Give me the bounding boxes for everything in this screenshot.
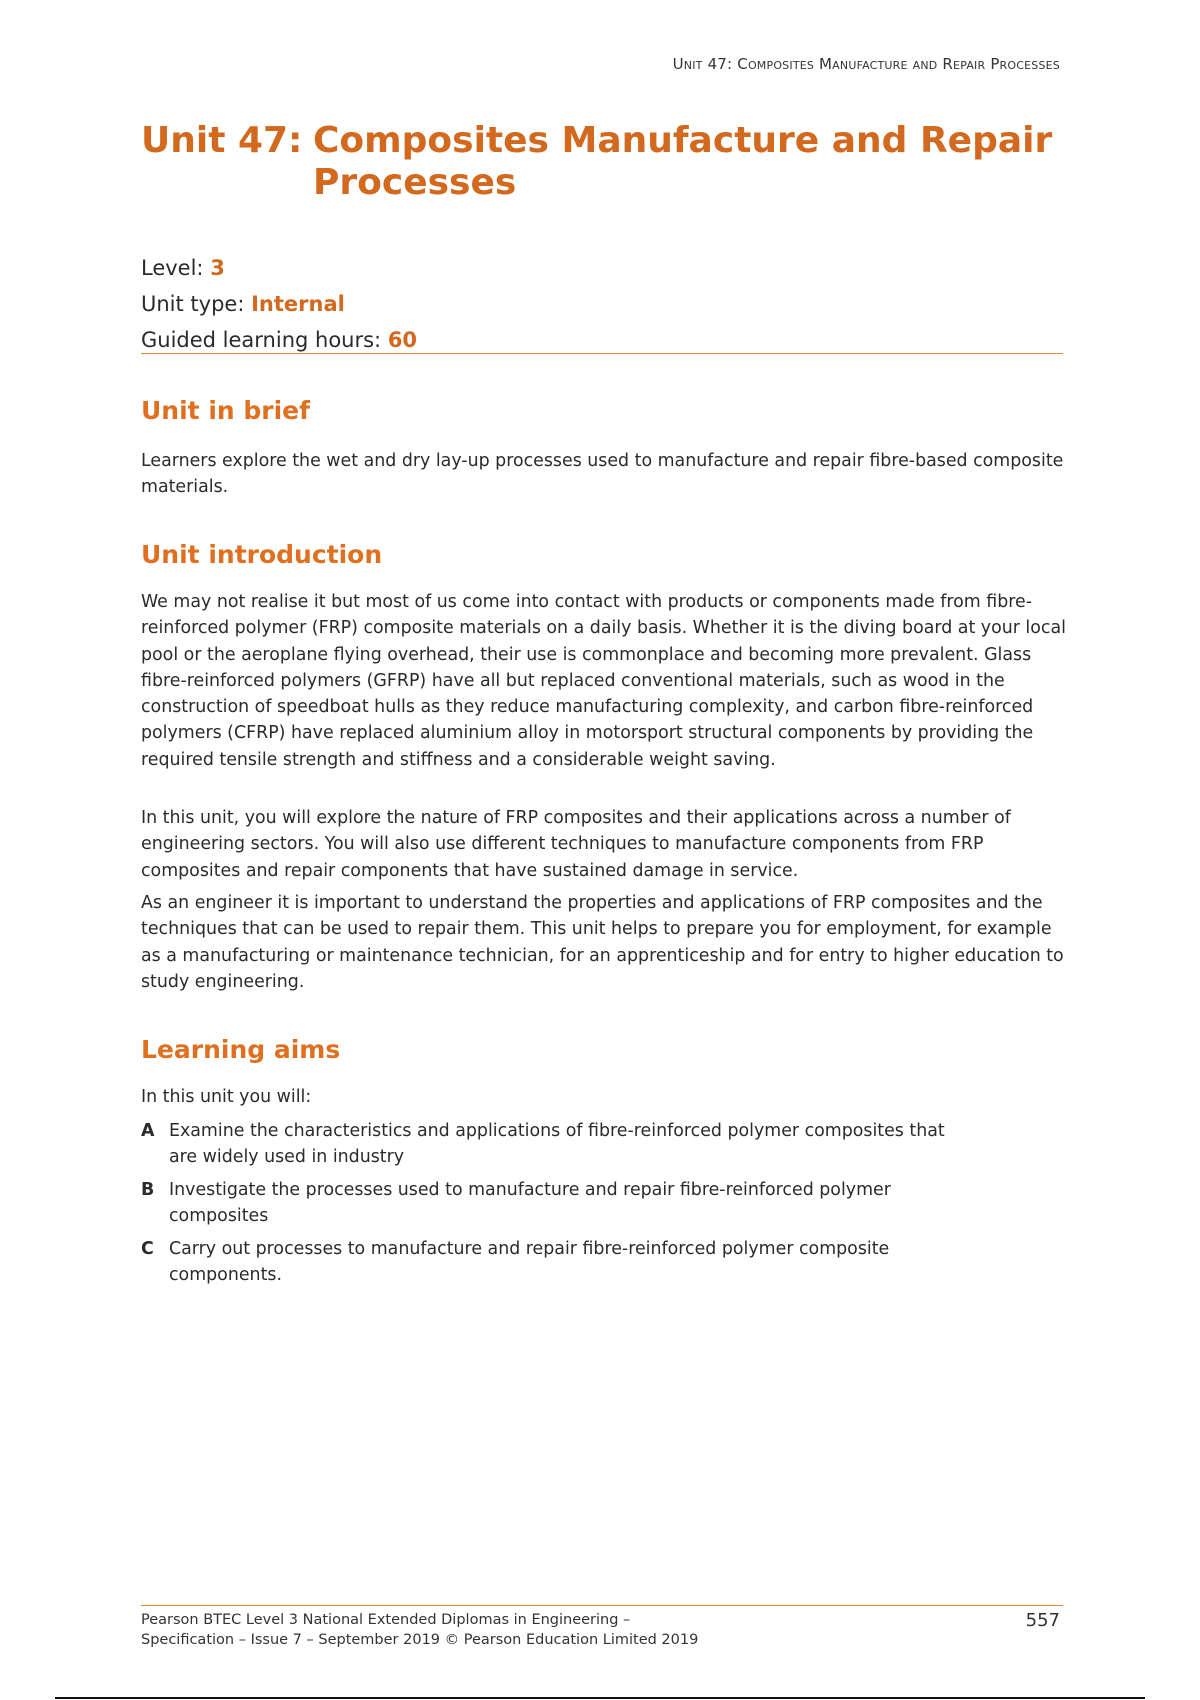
meta-level-label: Level: [141,256,211,280]
learning-aim-b [141,1177,961,1230]
meta-divider [141,353,1063,354]
footer [141,1610,698,1650]
intro-paragraph-2: In this unit, you will explore the nature of FRP composites and their applications across a number of engineering sectors. You will also use different techniques to manufacture components from FRP composites and repair components that have sustained damage in service. [141,808,1011,881]
meta-type [141,286,1061,322]
unit-introduction-heading: Unit introduction [141,540,383,569]
learning-aim-a [141,1118,961,1171]
unit-name: Composites Manufacture and Repair Processes [313,120,1053,203]
page-bottom-edge [55,1697,1145,1699]
aim-text: Examine the characteristics and applications of fibre-reinforced polymer composites that are widely used in industry [169,1121,945,1168]
meta-level-value: 3 [210,256,225,280]
page-number: 557 [1025,1610,1060,1631]
aim-text: Carry out processes to manufacture and repair fibre-reinforced polymer composite components. [169,1239,890,1286]
meta-level [141,250,1061,286]
footer-line-2: Specification – Issue 7 – September 2019 © Pearson Education Limited 2019 [141,1632,699,1648]
aim-text: Investigate the processes used to manufacture and repair fibre-reinforced polymer composites [169,1180,891,1227]
aim-letter: C [141,1239,154,1259]
aim-letter: B [141,1180,155,1200]
intro-paragraph-3: As an engineer it is important to understand the properties and applications of FRP composites and the techniques that can be used to repair them. This unit helps to prepare you for employment, for example as a manufacturing or maintenance technician, for an apprenticeship and for entry to higher education to study engineering. [141,893,1064,992]
meta-type-value: Internal [251,292,345,316]
unit-meta [141,250,1061,358]
unit-in-brief-heading: Unit in brief [141,396,311,425]
unit-in-brief-text: Learners explore the wet and dry lay-up processes used to manufacture and repair fibre-based composite materials. [141,451,1064,498]
intro-paragraph-1: We may not realise it but most of us come into contact with products or components made from fibre-reinforced polymer (FRP) composite materials on a daily basis. Whether it is the diving board at your local pool or the aeroplane flying overhead, their use is commonplace and becoming more prevalent. Glass fibre-reinforced polymers (GFRP) have all but replaced conventional materials, such as wood in the construction of speedboat hulls as they reduce manufacturing complexity, and carbon fibre-reinforced polymers (CFRP) have replaced aluminium alloy in motorsport structural components by providing the required tensile strength and stiffness and a considerable weight saving. [141,592,1066,770]
running-head: Unit 47: Composites Manufacture and Repair Processes [672,55,1060,73]
footer-line-1: Pearson BTEC Level 3 National Extended Diplomas in Engineering – [141,1612,631,1628]
page-title [141,120,1061,204]
learning-aims-intro: In this unit you will: [141,1087,312,1107]
aim-letter: A [141,1121,155,1141]
meta-hours-value: 60 [387,328,418,352]
meta-hours-label: Guided learning hours: [141,328,388,352]
learning-aim-c [141,1236,961,1289]
meta-type-label: Unit type: [141,292,252,316]
footer-divider [141,1605,1063,1606]
learning-aims-heading: Learning aims [141,1035,341,1064]
unit-number: Unit 47: [141,120,303,161]
